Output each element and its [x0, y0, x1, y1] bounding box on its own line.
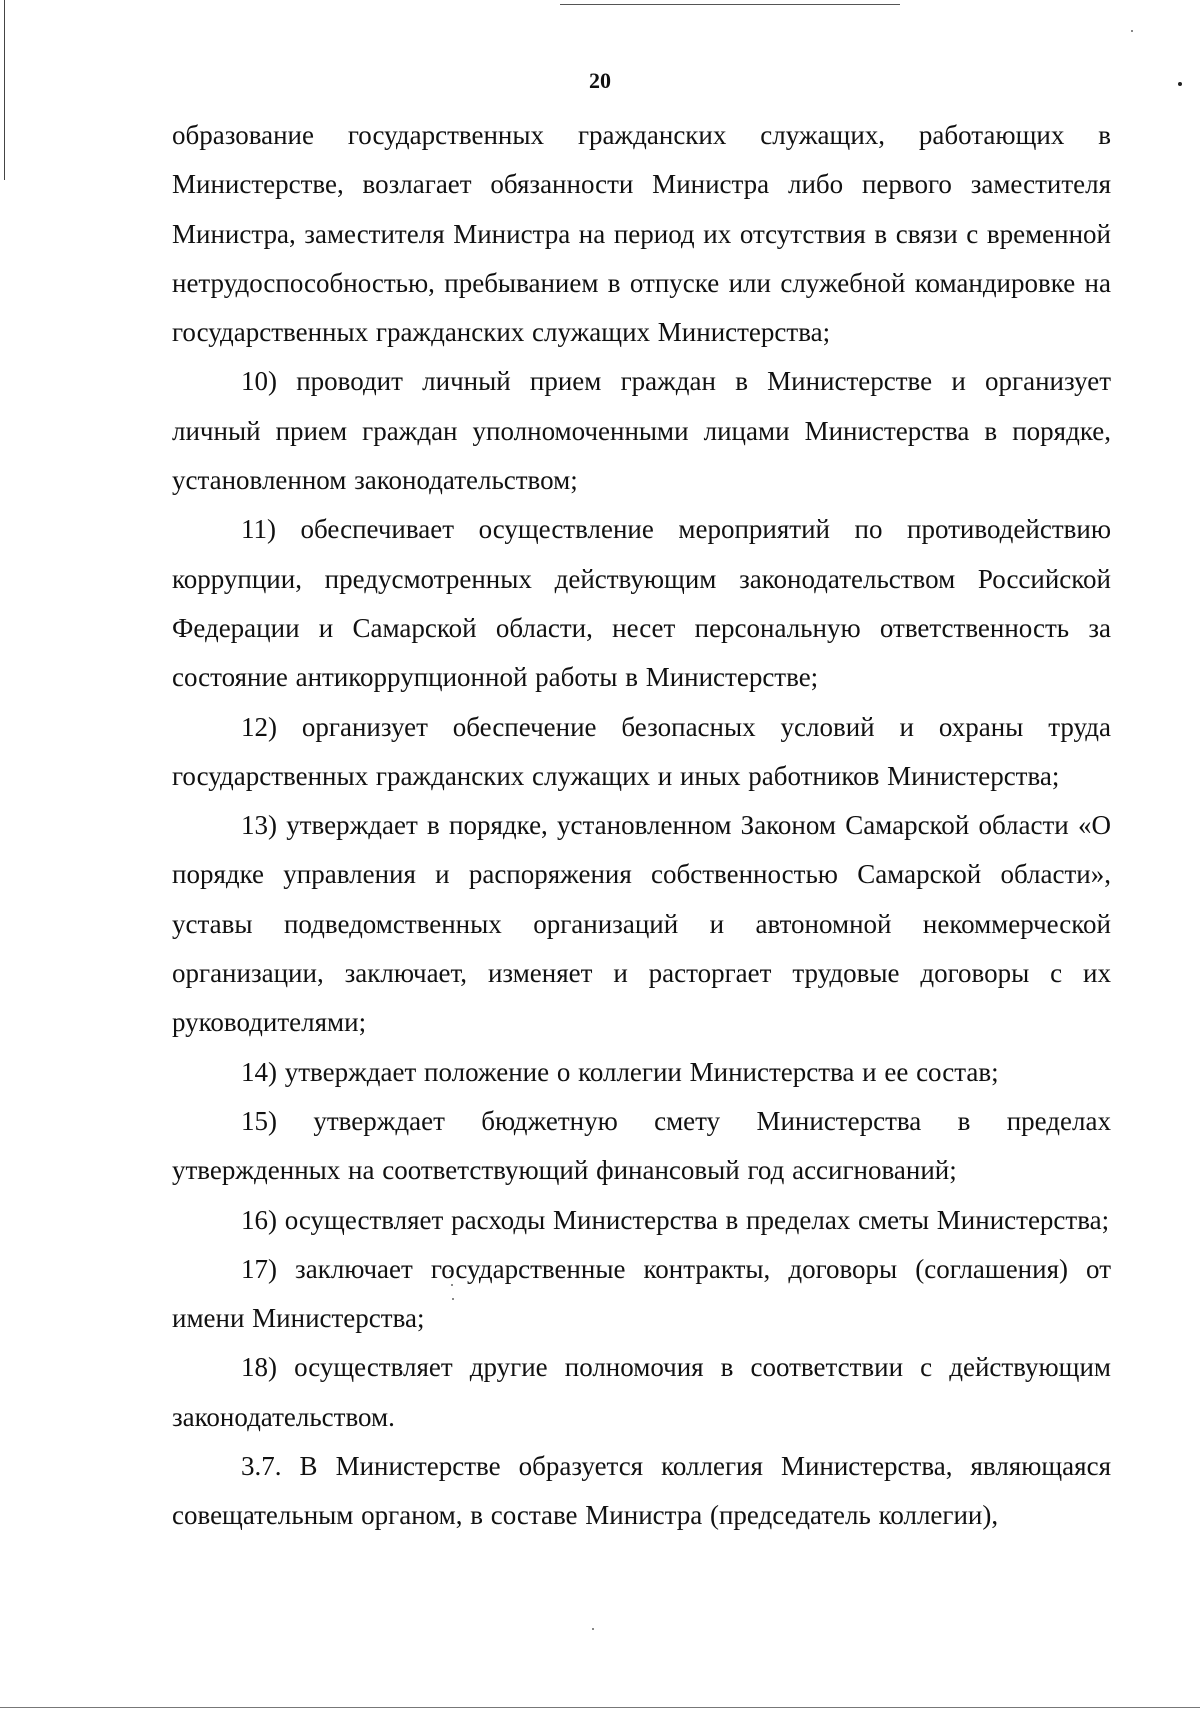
paragraph-item-13: 13) утверждает в порядке, установленном Законом Самарской области «О порядке управления и распоряжения собственностью Самарской области», уставы подведомственных организаций и автономной некоммерческой организации, заключает, изменяет и расторгает трудовые договоры с их руководителями; — [172, 810, 1111, 1038]
scan-top-edge-line — [560, 4, 900, 5]
paragraph-item-10: 10) проводит личный прием граждан в Министерстве и организует личный прием граждан уполномоченными лицами Министерства в порядке, установленном законодательством; — [172, 366, 1111, 496]
paragraph-item-12: 12) организует обеспечение безопасных условий и охраны труда государственных гражданских служащих и иных работников Министерства; — [172, 711, 1111, 791]
paragraph-item-11: 11) обеспечивает осуществление мероприятий по противодействию коррупции, предусмотренных действующим законодательством Российской Федерации и Самарской области, несет персональную ответственность за состояние антикоррупционной работы в Министерстве; — [172, 514, 1111, 693]
paragraph-item-18: 18) осуществляет другие полномочия в соответствии с действующим законодательством. — [172, 1352, 1111, 1432]
paragraph-item-14: 14) утверждает положение о коллегии Министерства и ее состав; — [241, 1056, 999, 1087]
paragraph-section-3-7: 3.7. В Министерстве образуется коллегия Министерства, являющаяся совещательным органом, в составе Министра (председатель коллегии), — [172, 1451, 1111, 1531]
scan-speck-top-right — [1131, 30, 1133, 32]
paragraph-item-15: 15) утверждает бюджетную смету Министерства в пределах утвержденных на соответствующий финансовый год ассигнований; — [172, 1105, 1111, 1186]
document-body — [172, 111, 1111, 1541]
paragraph-continuation: образование государственных гражданских служащих, работающих в Министерстве, возлагает обязанности Министра либо первого заместителя Министра, заместителя Министра на период их отсутствия в связи с временной нетрудоспособностью, пребыванием в отпуске или служебной командировке на государственных гражданских служащих Министерства; — [172, 120, 1111, 348]
paragraph-item-17: 17) заключает государственные контракты, договоры (соглашения) от имени Министерства; — [172, 1253, 1111, 1334]
paragraph-item-16: 16) осуществляет расходы Министерства в пределах сметы Министерства; — [241, 1204, 1110, 1235]
scan-bottom-edge-line — [0, 1707, 1200, 1708]
page-number: 20 — [589, 68, 611, 93]
scan-speck-bottom — [592, 1628, 594, 1630]
